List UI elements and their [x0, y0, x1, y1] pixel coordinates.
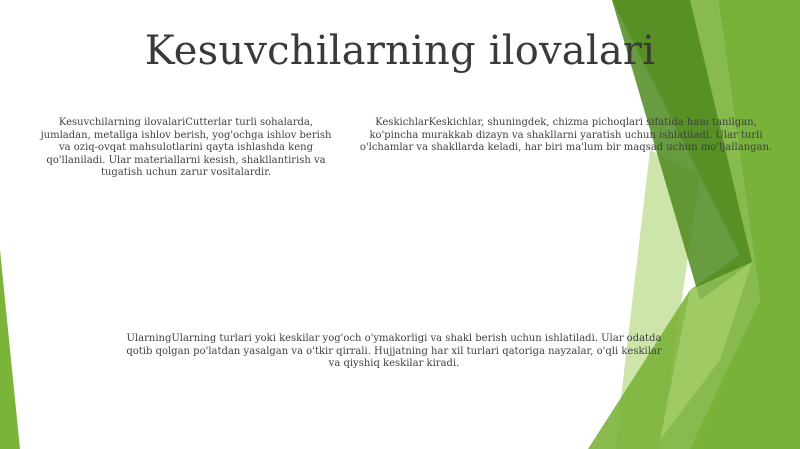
slide-title: Kesuvchilarning ilovalari: [144, 28, 656, 74]
left-green-sliver: [0, 250, 20, 449]
paragraph-types: UlarningUlarning turlari yoki keskilar yog'och o'ymakorligi va shakl berish uchun ishlatiladi. Ular odatda qotib qolgan po'latdan yasalgan va o'tkir qirrali. Hujjatning har xil turlari qatoriga nayzalar, o'qli keskilar va qiyshiq keskilar kiradi.: [126, 333, 662, 369]
paragraph-cutters: Kesuvchilarning ilovalariCutterlar turli sohalarda, jumladan, metallga ishlov berish, yog'ochga ishlov berish va oziq-ovqat mahsulotlarini qayta ishlashda keng qo'llaniladi. Ular materiallarni kesish, shakllantirish va tugatish uchun zarur vositalardir.: [40, 117, 332, 178]
paragraph-chisels: KeskichlarKeskichlar, shuningdek, chizma pichoqlari sifatida ham tanilgan, ko'pincha murakkab dizayn va shakllarni yaratish uchun ishlatiladi. Ular turli o'lchamlar va shakllarda keladi, har biri ma'lum bir maqsad uchun mo'ljallangan.: [359, 117, 773, 153]
